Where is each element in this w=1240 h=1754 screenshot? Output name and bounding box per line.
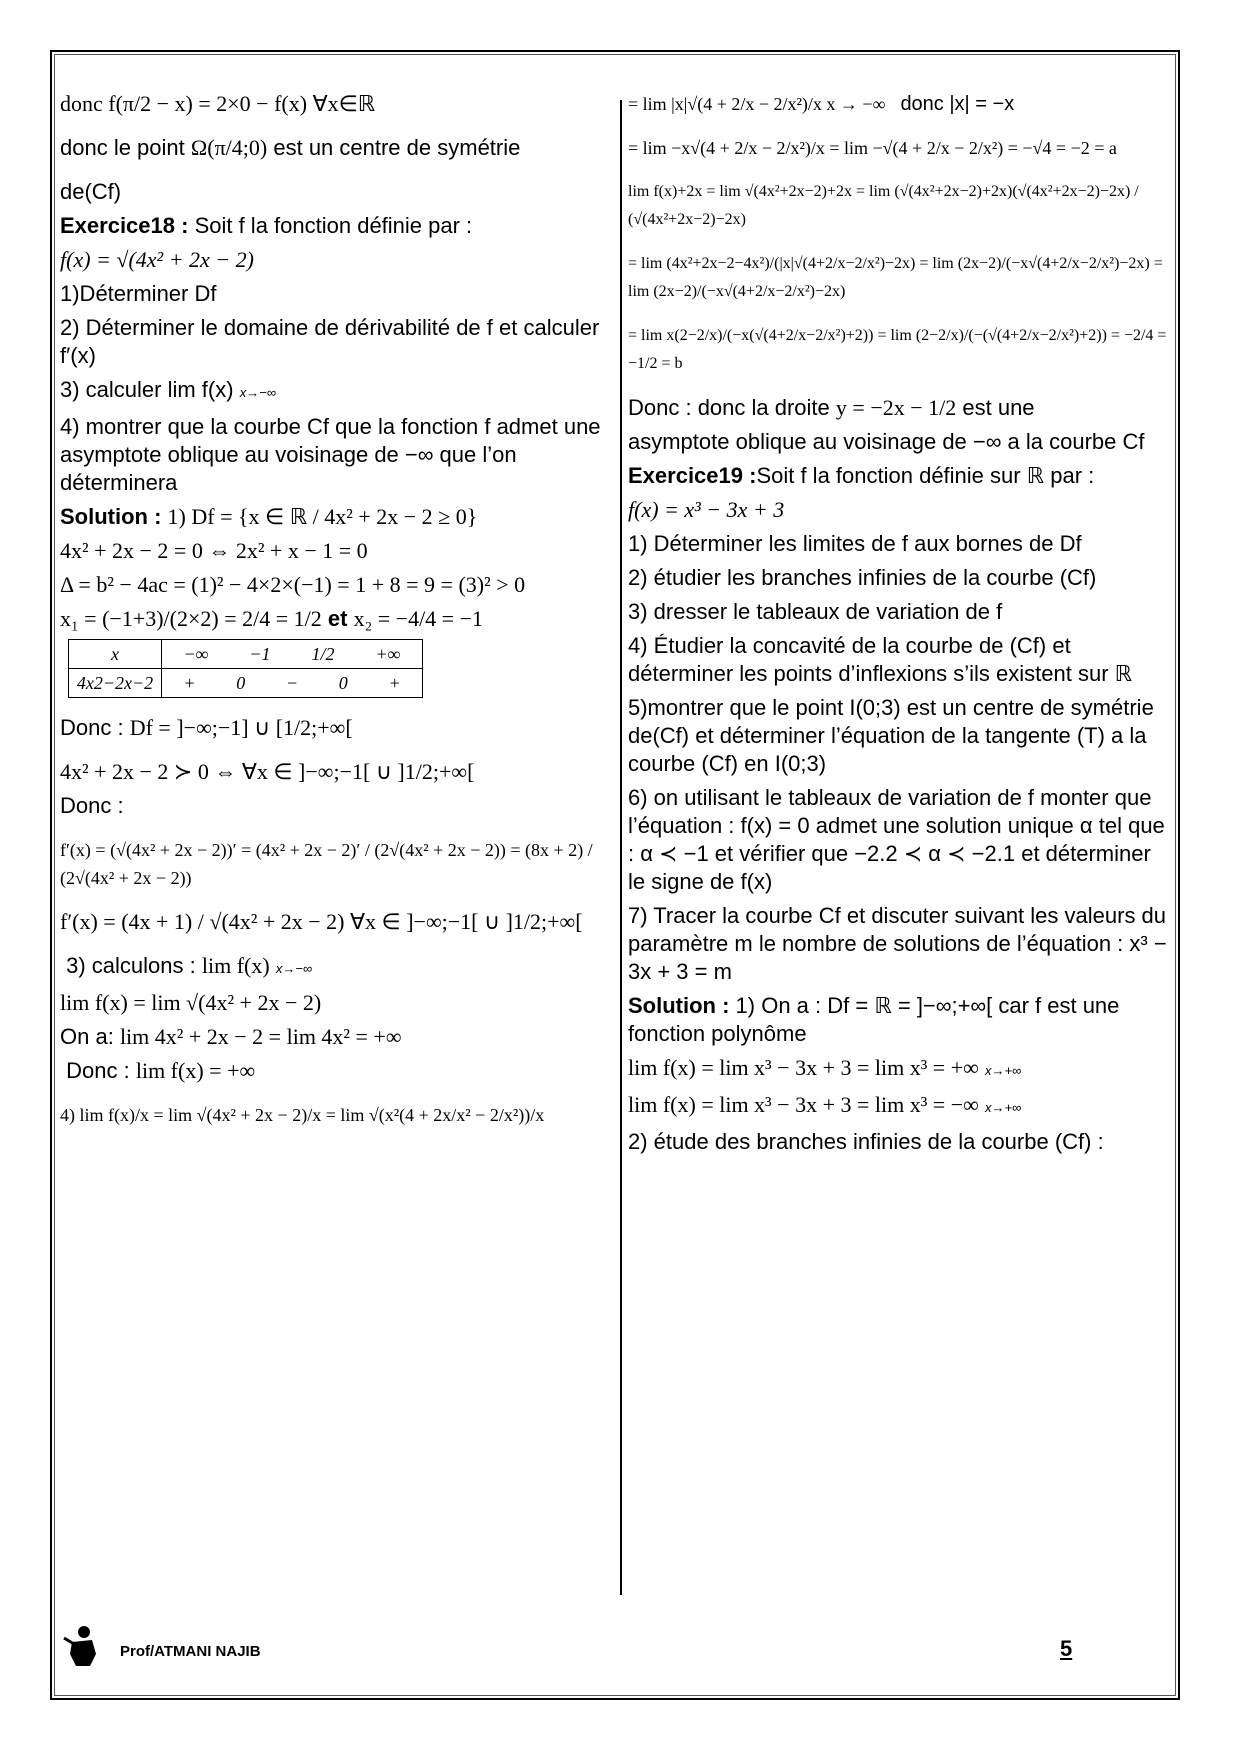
equation-roots: x₁ = (−1+3)/(2×2) = 2/4 = 1/2 et x₂ = −4/4 = −1 [60,606,483,631]
ex19-question-3: 3) dresser le tableaux de variation de f [628,599,1003,624]
ex19-question-2: 2) étudier les branches infinies de la courbe (Cf) [628,565,1097,590]
line-center-symmetry: donc le point Ω(π/4;0) est un centre de symétrie [60,135,521,160]
derivative-computation: f′(x) = (√(4x² + 2x − 2))′ = (4x² + 2x − 2)′ / (2√(4x² + 2x − 2)) = (8x + 2) / (2√(4x² + 2x − 2)) [60,840,593,888]
question-3: 3) calculer lim f(x) x→−∞ [60,377,277,402]
ex19-limit-plus: lim f(x) = lim x³ − 3x + 3 = lim x³ = +∞ x→+∞ [628,1055,1022,1080]
sign-table-sign: 0 [236,672,246,693]
footer-author: Prof/ATMANI NAJIB [120,1643,261,1660]
equation-quadratic: 4x² + 2x − 2 = 0 ⇔ 2x² + x − 1 = 0 [60,538,368,563]
sign-table-x-val: 1/2 [311,643,335,664]
right-column [628,90,1173,1162]
ex19-question-1: 1) Déterminer les limites de f aux bornes de Df [628,531,1082,556]
sign-table-sign: 0 [338,672,348,693]
exercise18-function: f(x) = √(4x² + 2x − 2) [60,247,254,272]
intercept-step-3: = lim x(2−2/x)/(−x(√(4+2/x−2/x²)+2)) = lim (2−2/x)/(−(√(4+2/x−2/x²)+2)) = −2/4 = −1/2 = b [628,327,1167,372]
ex19-question-6: 6) on utilisant le tableaux de variation de f monter que l’équation : f(x) = 0 admet une solution unique α tel que : α ≺ −1 et vérifier que −2.2 ≺ α ≺ −2.1 et déterminer le signe de f(x) [628,785,1165,894]
limit-line-1: lim f(x) = lim √(4x² + 2x − 2) [60,990,322,1015]
ex19-limit-minus: lim f(x) = lim x³ − 3x + 3 = lim x³ = −∞ x→+∞ [628,1092,1022,1117]
author-logo-icon [62,1624,102,1668]
sign-table-x-val: −∞ [183,643,209,664]
equation-delta: Δ = b² − 4ac = (1)² − 4×2×(−1) = 1 + 8 = 9 = (3)² > 0 [60,572,526,597]
left-column [60,90,605,1135]
exercise18-header: Exercice18 : Soit f la fonction définie par : [60,213,473,238]
asymptote-conclusion: Donc : donc la droite y = −2x − 1/2 est une [628,395,1035,420]
calc-limit-title: 3) calculons : lim f(x) x→−∞ [66,953,313,978]
positivity-condition: 4x² + 2x − 2 ≻ 0 ⇔ ∀x ∈ ]−∞;−1[ ∪ ]1/2;+∞[ [60,759,475,784]
sign-table-sign: + [183,672,196,693]
intercept-step-2: = lim (4x²+2x−2−4x²)/(|x|√(4+2/x−2/x²)−2x) = lim (2x−2)/(−x√(4+2/x−2/x²)−2x) = lim (2x−2)/(−x√(4+2/x−2/x²)−2x) [628,255,1163,300]
question-4: 4) montrer que la courbe Cf que la fonction f admet une asymptote oblique au voisinage de −∞ que l’on déterminera [60,414,601,495]
asymptote-slope-start: 4) lim f(x)/x = lim √(4x² + 2x − 2)/x = lim √(x²(4 + 2x/x² − 2/x²))/x [60,1105,545,1125]
page-number: 5 [1060,1636,1073,1661]
exercise19-header: Exercice19 :Soit f la fonction définie sur ℝ par : [628,463,1095,488]
sign-table-sign: + [388,672,401,693]
ex19-question-5: 5)montrer que le point I(0;3) est un centre de symétrie de(Cf) et déterminer l’équation de la tangente (T) a la courbe (Cf) en I(0;3) [628,695,1154,776]
limit-line-2: On a: lim 4x² + 2x − 2 = lim 4x² = +∞ [60,1024,402,1049]
slope-step-1: = lim |x|√(4 + 2/x − 2/x²)/x x → −∞ donc |x| = −x [628,93,1015,115]
sign-table-x-val: −1 [249,643,271,664]
question-2: 2) Déterminer le domaine de dérivabilité de f et calculer f′(x) [60,315,600,368]
ex19-solution-1: Solution : 1) On a : Df = ℝ = ]−∞;+∞[ car f est une fonction polynôme [628,993,1120,1046]
sign-table-sign: − [285,672,299,693]
asymptote-conclusion-2: asymptote oblique au voisinage de −∞ a la courbe Cf [628,429,1145,454]
intercept-step-1: lim f(x)+2x = lim √(4x²+2x−2)+2x = lim (√(4x²+2x−2)+2x)(√(4x²+2x−2)−2x) / (√(4x²+2x−2)−2x) [628,183,1139,228]
ex19-question-7: 7) Tracer la courbe Cf et discuter suivant les valeurs du paramètre m le nombre de solutions de l’équation : x³ − 3x + 3 = m [628,903,1167,984]
solution-1: Solution : 1) Df = {x ∈ ℝ / 4x² + 2x − 2 ≥ 0} [60,504,478,529]
domain-result: Donc : Df = ]−∞;−1] ∪ [1/2;+∞[ [60,715,353,740]
column-divider [620,100,622,1595]
question-1: 1)Déterminer Df [60,281,217,306]
exercise19-function: f(x) = x³ − 3x + 3 [628,497,785,522]
line-symmetry-eq: donc f(π/2 − x) = 2×0 − f(x) ∀x∈ℝ [60,91,376,116]
limit-line-3: Donc : lim f(x) = +∞ [66,1058,256,1083]
sign-table-x-header: x [69,640,162,669]
sign-table [68,639,423,698]
ex19-branches: 2) étude des branches infinies de la courbe (Cf) : [628,1129,1104,1154]
derivative-result: f′(x) = (4x + 1) / √(4x² + 2x − 2) ∀x ∈ ]−∞;−1[ ∪ ]1/2;+∞[ [60,909,583,934]
donc-label: Donc : [60,793,124,818]
slope-step-2: = lim −x√(4 + 2/x − 2/x²)/x = lim −√(4 + 2/x − 2/x²) = −√4 = −2 = a [628,138,1117,158]
sign-table-expr-header: 4x2−2x−2 [69,669,162,698]
ex19-question-4: 4) Étudier la concavité de la courbe de (Cf) et déterminer les points d’inflexions s’ils existent sur ℝ [628,633,1133,686]
sign-table-x-val: +∞ [375,643,401,664]
line-de-cf: de(Cf) [60,179,122,204]
